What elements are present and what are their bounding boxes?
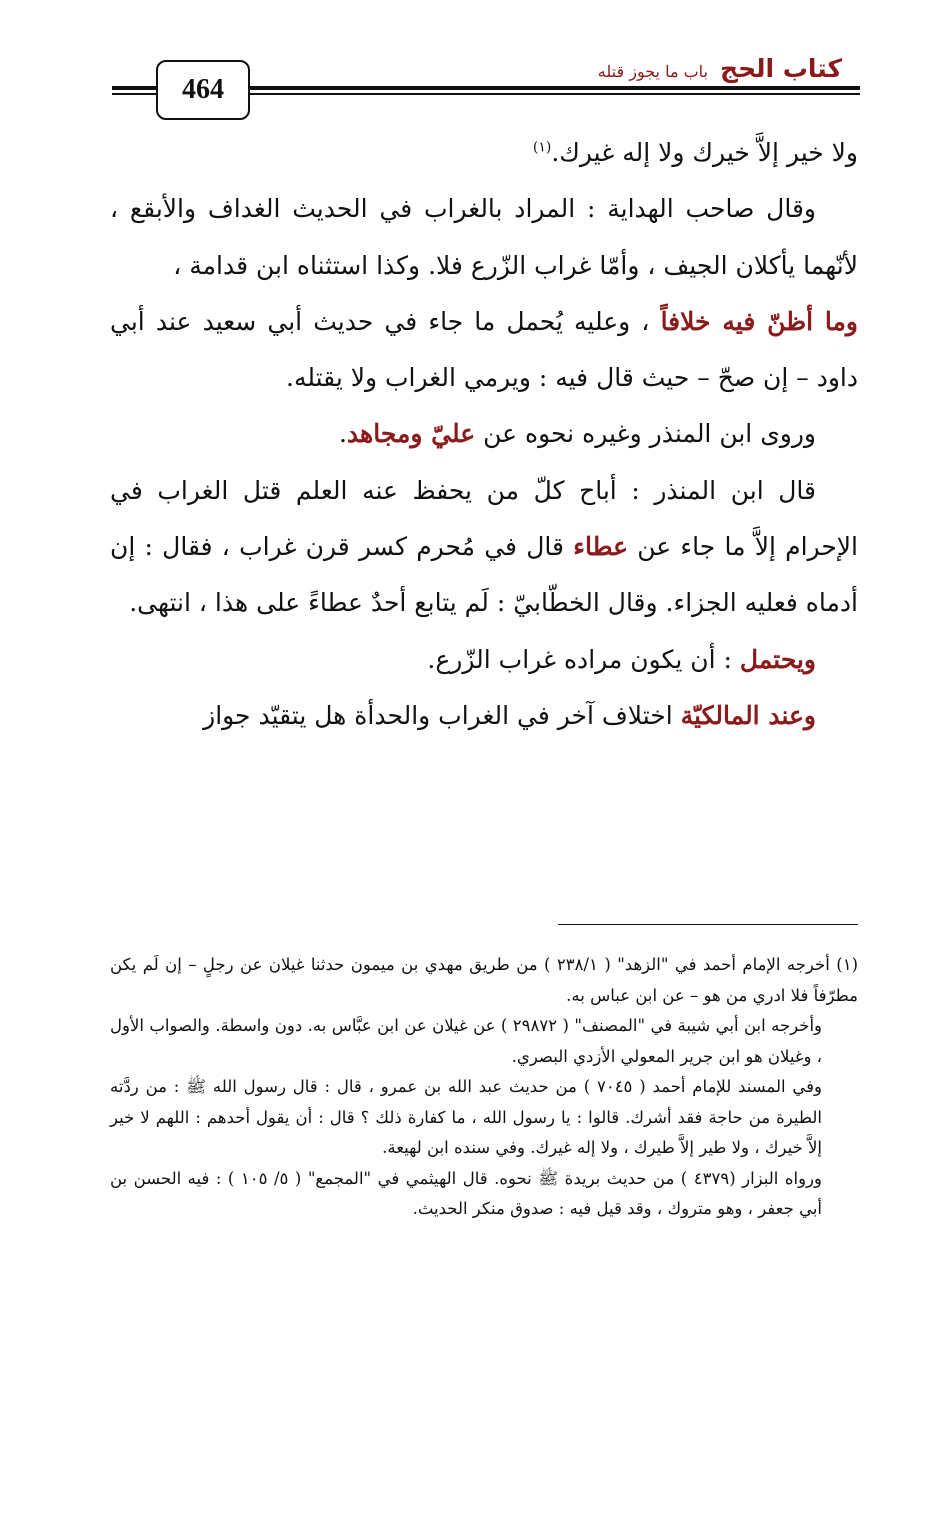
paragraph-5-highlight: ويحتمل <box>739 644 816 674</box>
footnote-3: وفي المسند للإمام أحمد ( ٧٠٤٥ ) من حديث عبد الله بن عمرو ، قال : قال رسول الله ﷺ : من ردَّته الطيرة من حاجة فقد أشرك. قالوا : يا رسول الله ، ما كفارة ذلك ؟ قال : أن يقول أحدهم : اللهم لا خير إلاَّ خيرك ، ولا طير إلاَّ طيرك ، ولا إله غيرك. وفي سنده ابن لهيعة. <box>110 1077 823 1157</box>
paragraph-6-highlight: وعند المالكيّة <box>680 700 816 730</box>
paragraph-2-text: وقال صاحب الهداية : المراد بالغراب في الحديث الغداف والأبقع ، لأنّهما يأكلان الجيف ، وأمّا غراب الزّرع فلا. وكذا استثناه ابن قدامة ، <box>110 194 858 280</box>
footnotes <box>110 950 858 1225</box>
paragraph-2 <box>110 181 858 406</box>
footnote-divider <box>558 924 858 925</box>
paragraph-2-rest: ، وعليه يُحمل ما جاء في حديث أبي سعيد عند أبي داود – إن صحّ – حيث قال فيه : ويرمي الغراب ولا يقتله. <box>110 306 858 393</box>
paragraph-5-text: : أن يكون مراده غراب الزّرع. <box>427 644 732 674</box>
paragraph-4 <box>110 463 858 632</box>
book-title: كتاب الحج <box>720 54 842 83</box>
paragraph-6-text: اختلاف آخر في الغراب والحدأة هل يتقيّد جواز <box>203 700 673 730</box>
paragraph-3 <box>110 406 858 462</box>
paragraph-4-rest: قال في مُحرم كسر قرن غراب ، فقال : إن أدماه فعليه الجزاء. وقال الخطّابيّ : لَم يتابع أحدٌ عطاءً على هذا ، انتهى. <box>110 532 858 618</box>
paragraph-5 <box>110 632 858 688</box>
paragraph-2-highlight: وما أظنّ فيه خلافاً <box>660 306 858 336</box>
footnote-4: ورواه البزار (٤٣٧٩ ) من حديث بريدة ﷺ نحوه. قال الهيثمي في "المجمع" ( ٥/ ١٠٥ ) : فيه الحسن بن أبي جعفر ، وهو متروك ، وقد قيل فيه : صدوق منكر الحديث. <box>110 1168 822 1218</box>
paragraph-3-highlight: عليّ ومجاهد <box>346 419 476 449</box>
main-text <box>110 125 858 744</box>
paragraph-6 <box>110 688 858 744</box>
page-number: 464 <box>156 60 250 120</box>
chapter-title: باب ما يجوز قتله <box>597 62 708 81</box>
paragraph-4-highlight: عطاء <box>573 532 629 562</box>
paragraph-4-text: قال ابن المنذر : أباح كلّ من يحفظ عنه العلم قتل الغراب في الإحرام إلاَّ ما جاء عن <box>110 475 859 562</box>
page-header <box>112 52 860 122</box>
paragraph-1 <box>110 125 858 181</box>
paragraph-3-end: . <box>338 419 347 449</box>
footnote-2: وأخرجه ابن أبي شيبة في "المصنف" ( ٢٩٨٧٢ ) عن غيلان عن ابن عبَّاس به. دون واسطة. والصواب الأول ، وغيلان هو ابن جرير المعولي الأزدي البصري. <box>110 1016 823 1066</box>
footnote-1: (١) أخرجه الإمام أحمد في "الزهد" ( ٢٣٨/١ ) من طريق مهدي بن ميمون حدثنا غيلان عن رجلٍ – إن لَم يكن مطرّفاً فلا ادري من هو – عن ابن عباس به. <box>110 955 858 1005</box>
footnote-ref: (١) <box>532 139 552 156</box>
paragraph-3-text: وروى ابن المنذر وغيره نحوه عن <box>483 419 816 449</box>
paragraph-1-text: ولا خير إلاَّ خيرك ولا إله غيرك. <box>551 138 858 167</box>
